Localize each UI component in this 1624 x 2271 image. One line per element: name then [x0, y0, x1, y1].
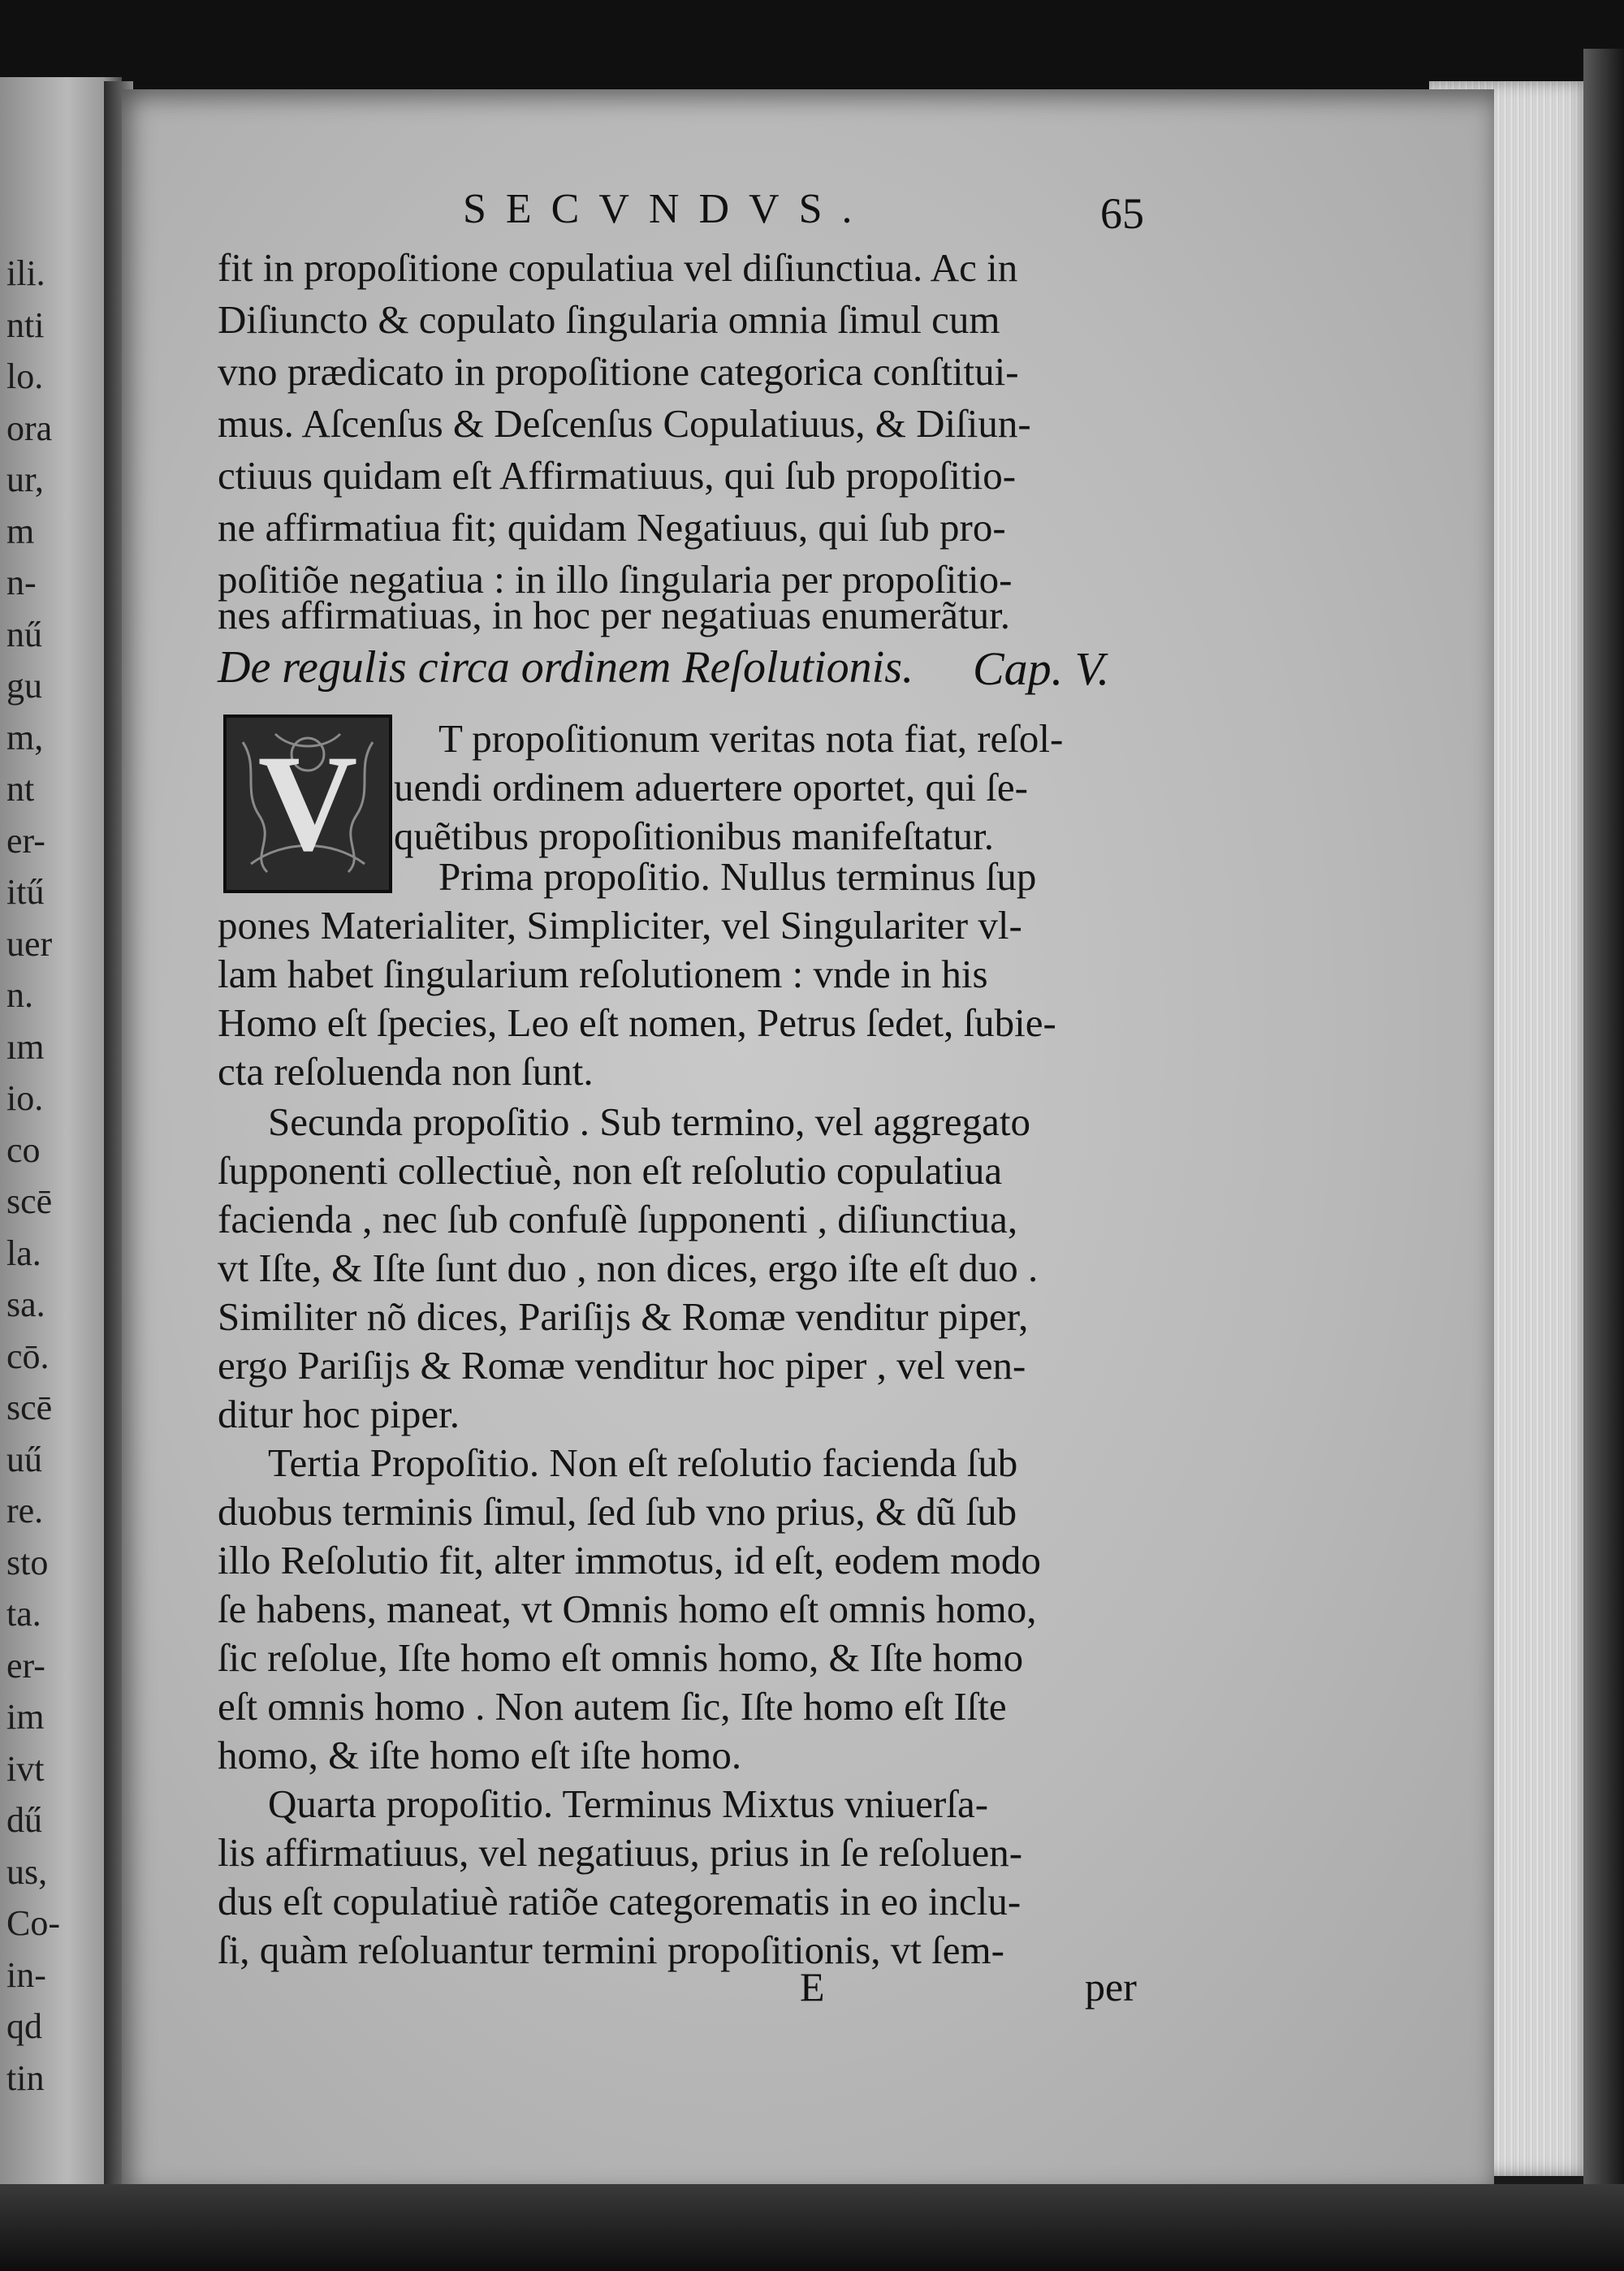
catchword: per [1085, 1964, 1137, 2010]
text-line: ctiuus quidam eſt Affirmatiuus, qui ſub propoſitio- [218, 453, 1017, 498]
left-page-fragment: co [6, 1129, 41, 1170]
left-page-fragment: itű [6, 872, 45, 912]
text-line: poſitiõe negatiua : in illo ſingularia per propoſitio- [218, 557, 1013, 602]
left-page-fragment: dű [6, 1800, 42, 1840]
text-line: nes affirmatiuas, in hoc per negatiuas enumerãtur. [218, 593, 1011, 637]
text-line: lis affirmatiuus, vel negatiuus, prius in ſe reſoluen- [218, 1830, 1023, 1875]
text-line: Secunda propoſitio . Sub termino, vel aggregato [268, 1099, 1030, 1144]
text-line: facienda , nec ſub confuſè ſupponenti , diſiunctiua, [218, 1197, 1018, 1241]
left-page-fragment: m [6, 511, 35, 551]
left-page-fragment: ur, [6, 460, 44, 499]
left-page-fragment: im [6, 1697, 45, 1737]
signature-mark: E [800, 1964, 825, 2010]
chapter-label: Cap. V. [973, 642, 1110, 695]
left-page-fragment: re. [6, 1491, 44, 1531]
text-line: duobus terminis ſimul, ſed ſub vno prius, & dũ ſub [218, 1489, 1017, 1534]
left-page-fragment: ım [6, 1026, 45, 1067]
text-line: ſic reſolue, Iſte homo eſt omnis homo, & Iſte homo [218, 1635, 1024, 1680]
left-page-fragment: tin [6, 2057, 45, 2098]
left-page-fragment: uű [6, 1439, 42, 1479]
text-line: cta reſoluenda non ſunt. [218, 1049, 594, 1094]
left-page-fragment: la. [6, 1233, 41, 1273]
scanner-background-top [0, 0, 1624, 97]
text-line: ditur hoc piper. [218, 1392, 460, 1436]
initial-letter: V [257, 727, 358, 879]
text-line: fit in propoſitione copulatiua vel diſiunctiua. Ac in [218, 245, 1018, 290]
left-page-fragment: ora [6, 408, 53, 448]
text-line: Similiter nõ dices, Pariſijs & Romæ venditur piper, [218, 1294, 1029, 1339]
left-page-fragment: uer [6, 923, 53, 964]
text-line: Tertia Propoſitio. Non eſt reſolutio facienda ſub [268, 1440, 1018, 1485]
left-page-fragment: ta. [6, 1594, 41, 1634]
running-header: SECVNDVS. [463, 186, 872, 232]
text-line: lam habet ſingularium reſolutionem : vnde in his [218, 952, 988, 996]
left-page-fragment: nű [6, 614, 42, 654]
text-line: pones Materialiter, Simpliciter, vel Singulariter vl- [218, 903, 1022, 948]
left-page-fragment: er- [6, 820, 45, 861]
left-page-fragment: ivt [6, 1748, 45, 1789]
left-page-fragment: sto [6, 1542, 49, 1582]
left-page-fragment: in- [6, 1954, 46, 1995]
text-line: ne affirmatiua fit; quidam Negatiuus, qui ſub pro- [218, 505, 1006, 550]
text-line: dus eſt copulatiuè ratiõe categorematis in eo inclu- [218, 1879, 1021, 1923]
text-line: mus. Aſcenſus & Deſcenſus Copulatiuus, & Diſiun- [218, 401, 1031, 446]
decorated-initial [223, 715, 392, 893]
text-line: T propoſitionum veritas nota fiat, reſol- [438, 716, 1064, 761]
text-line: ergo Pariſijs & Romæ venditur hoc piper , vel ven- [218, 1343, 1026, 1388]
text-line: uendi ordinem aduertere oportet, qui ſe- [394, 765, 1028, 810]
left-page-fragment: m, [6, 717, 44, 758]
chapter-title: De regulis circa ordinem Reſolutionis. [218, 642, 914, 693]
left-page-fragment: lo. [6, 356, 44, 396]
text-line: vt Iſte, & Iſte ſunt duo , non dices, ergo iſte eſt duo . [218, 1246, 1039, 1290]
left-page-fragment: gu [6, 666, 42, 706]
left-page-fragment: cō. [6, 1336, 50, 1376]
right-edge-shadow [1583, 49, 1624, 2241]
text-line: Homo eſt ſpecies, Leo eſt nomen, Petrus ſedet, ſubie- [218, 1000, 1056, 1045]
text-line: quẽtibus propoſitionibus manifeſtatur. [394, 814, 994, 858]
left-page-fragment: nt [6, 769, 35, 809]
left-page-fragment: n- [6, 563, 37, 602]
left-page-fragment: sa. [6, 1284, 45, 1324]
text-line: eſt omnis homo . Non autem ſic, Iſte homo eſt Iſte [218, 1684, 1007, 1729]
text-line: vno prædicato in propoſitione categorica conſtitui- [218, 349, 1019, 394]
left-page-fragment: n. [6, 975, 33, 1015]
left-page-fragment: Co- [6, 1903, 60, 1943]
left-page-fragment: ili. [6, 253, 45, 293]
left-page-fragment: scē [6, 1388, 53, 1427]
text-line: ſi, quàm reſoluantur termini propoſitionis, vt ſem- [218, 1928, 1004, 1972]
text-line: Diſiuncto & copulato ſingularia omnia ſimul cum [218, 297, 1000, 342]
left-page-fragment: us, [6, 1851, 48, 1892]
text-line: homo, & iſte homo eſt iſte homo. [218, 1733, 742, 1777]
text-line: illo Reſolutio fit, alter immotus, id eſt, eodem modo [218, 1538, 1041, 1582]
left-page-fragment: scē [6, 1181, 53, 1221]
left-page-fragment: er- [6, 1645, 45, 1686]
text-line: Quarta propoſitio. Terminus Mixtus vniuerſa- [268, 1781, 989, 1826]
left-page-fragment: nti [6, 304, 45, 345]
left-page-fragment: io. [6, 1078, 44, 1118]
page-number: 65 [1100, 189, 1144, 238]
text-line: ſupponenti collectiuè, non eſt reſolutio copulatiua [218, 1148, 1003, 1193]
left-page-fragment: qd [6, 2006, 42, 2046]
scanner-background-bottom [0, 2184, 1624, 2271]
text-line: ſe habens, maneat, vt Omnis homo eſt omnis homo, [218, 1587, 1037, 1631]
text-line: Prima propoſitio. Nullus terminus ſup [438, 854, 1037, 899]
